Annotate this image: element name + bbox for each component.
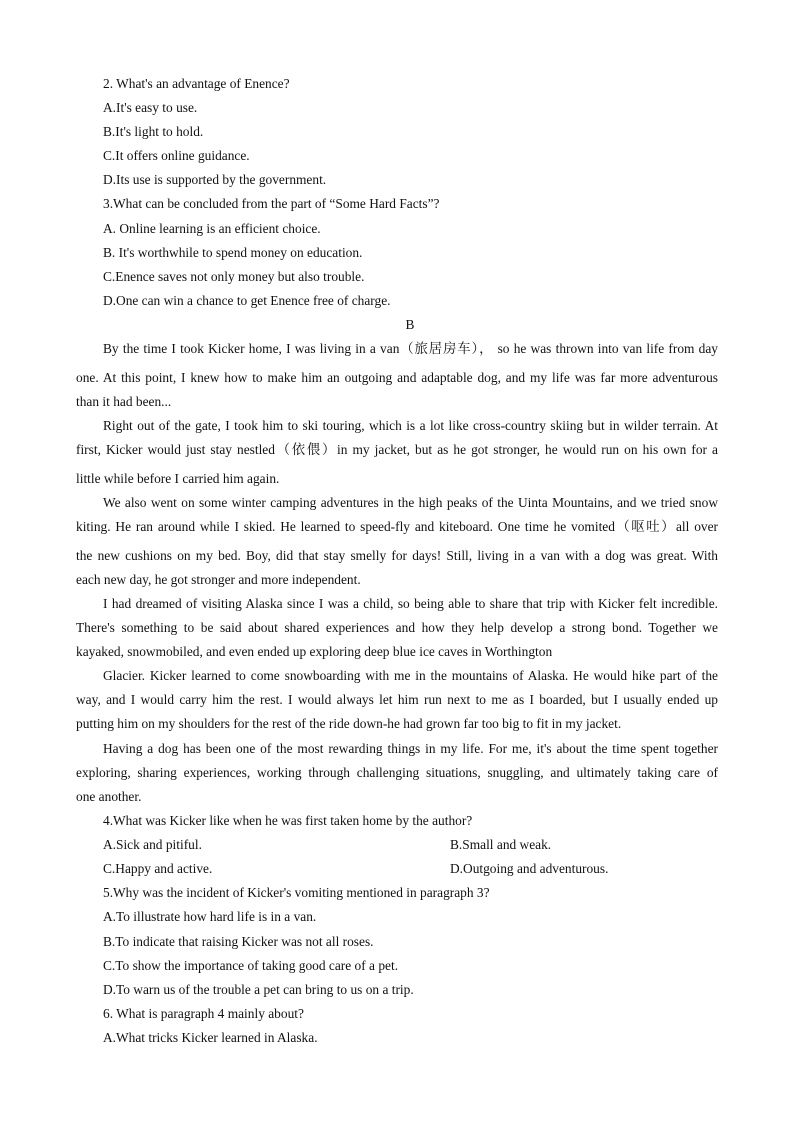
question-3-option-c: C.Enence saves not only money but also trouble. [103, 269, 365, 284]
question-5-option-b: B.To indicate that raising Kicker was not all roses. [103, 934, 374, 949]
question-2-option-a: A.It's easy to use. [103, 100, 198, 115]
passage-p4-line-3: kayaked, snowmobiled, and even ended up exploring deep blue ice caves in Worthington [76, 644, 553, 659]
question-5-option-a: A.To illustrate how hard life is in a van. [103, 909, 317, 924]
question-4-option-a: A.Sick and pitiful. [103, 837, 202, 852]
passage-p4-line-1: I had dreamed of visiting Alaska since I was a child, so being able to share that trip with Kicker felt incredible. [103, 596, 718, 611]
question-4-stem: 4.What was Kicker like when he was first taken home by the author? [103, 813, 473, 828]
passage-p1-line-2: one. At this point, I knew how to make him an outgoing and adaptable dog, and my life was far more adventurous [76, 370, 718, 385]
passage-p2-line-3: little while before I carried him again. [76, 471, 280, 486]
question-6-stem: 6. What is paragraph 4 mainly about? [103, 1006, 304, 1021]
passage-p3-line-4: each new day, he got stronger and more independent. [76, 572, 361, 587]
question-2-option-c: C.It offers online guidance. [103, 148, 250, 163]
question-6-option-a: A.What tricks Kicker learned in Alaska. [103, 1030, 318, 1045]
question-5-option-c: C.To show the importance of taking good care of a pet. [103, 958, 399, 973]
passage-p5-line-2: way, and I would carry him the rest. I would always let him run next to me as I boarded, but I usually ended up [76, 692, 718, 707]
question-3-option-a: A. Online learning is an efficient choice. [103, 221, 321, 236]
question-4-option-d: D.Outgoing and adventurous. [450, 861, 609, 876]
question-4-option-b: B.Small and weak. [450, 837, 552, 852]
section-label: B [405, 317, 415, 332]
passage-p1-line-1: By the time I took Kicker home, I was living in a van（旅居房车）， so he was thrown into van life from day [103, 341, 718, 356]
question-2-option-b: B.It's light to hold. [103, 124, 204, 139]
question-3-stem: 3.What can be concluded from the part of “Some Hard Facts”? [103, 196, 440, 211]
passage-p6-line-2: exploring, sharing experiences, working through challenging situations, snuggling, and ultimately taking care of [76, 765, 718, 780]
question-5-stem: 5.Why was the incident of Kicker's vomiting mentioned in paragraph 3? [103, 885, 490, 900]
question-4-option-c: C.Happy and active. [103, 861, 213, 876]
passage-p6-line-3: one another. [76, 789, 142, 804]
question-3-option-d: D.One can win a chance to get Enence free of charge. [103, 293, 391, 308]
passage-p5-line-1: Glacier. Kicker learned to come snowboarding with me in the mountains of Alaska. He would hike part of the [103, 668, 718, 683]
question-2-option-d: D.Its use is supported by the government. [103, 172, 327, 187]
passage-p4-line-2: There's something to be said about shared experiences and how they help develop a strong bond. Together we [76, 620, 718, 635]
passage-p3-line-1: We also went on some winter camping adventures in the high peaks of the Uinta Mountains, and we tried snow [103, 495, 718, 510]
question-3-option-b: B. It's worthwhile to spend money on education. [103, 245, 363, 260]
question-2-stem: 2. What's an advantage of Enence? [103, 76, 290, 91]
passage-p3-line-3: the new cushions on my bed. Boy, did that stay smelly for days! Still, living in a van with a dog was great. With [76, 548, 718, 563]
passage-p3-line-2: kiting. He ran around while I skied. He learned to speed-fly and kiteboard. One time he vomited（呕吐）all over [76, 519, 718, 534]
passage-p5-line-3: putting him on my shoulders for the rest of the ride down-he had grown far too big to fit in my jacket. [76, 716, 622, 731]
passage-p6-line-1: Having a dog has been one of the most rewarding things in my life. For me, it's about the time spent together [103, 741, 718, 756]
question-5-option-d: D.To warn us of the trouble a pet can bring to us on a trip. [103, 982, 414, 997]
passage-p1-line-3: than it had been... [76, 394, 172, 409]
passage-p2-line-1: Right out of the gate, I took him to ski touring, which is a lot like cross-country skiing but in wilder terrain. At [103, 418, 718, 433]
passage-p2-line-2: first, Kicker would just stay nestled（依偎）in my jacket, but as he got stronger, he would run on his own for a [76, 442, 718, 457]
